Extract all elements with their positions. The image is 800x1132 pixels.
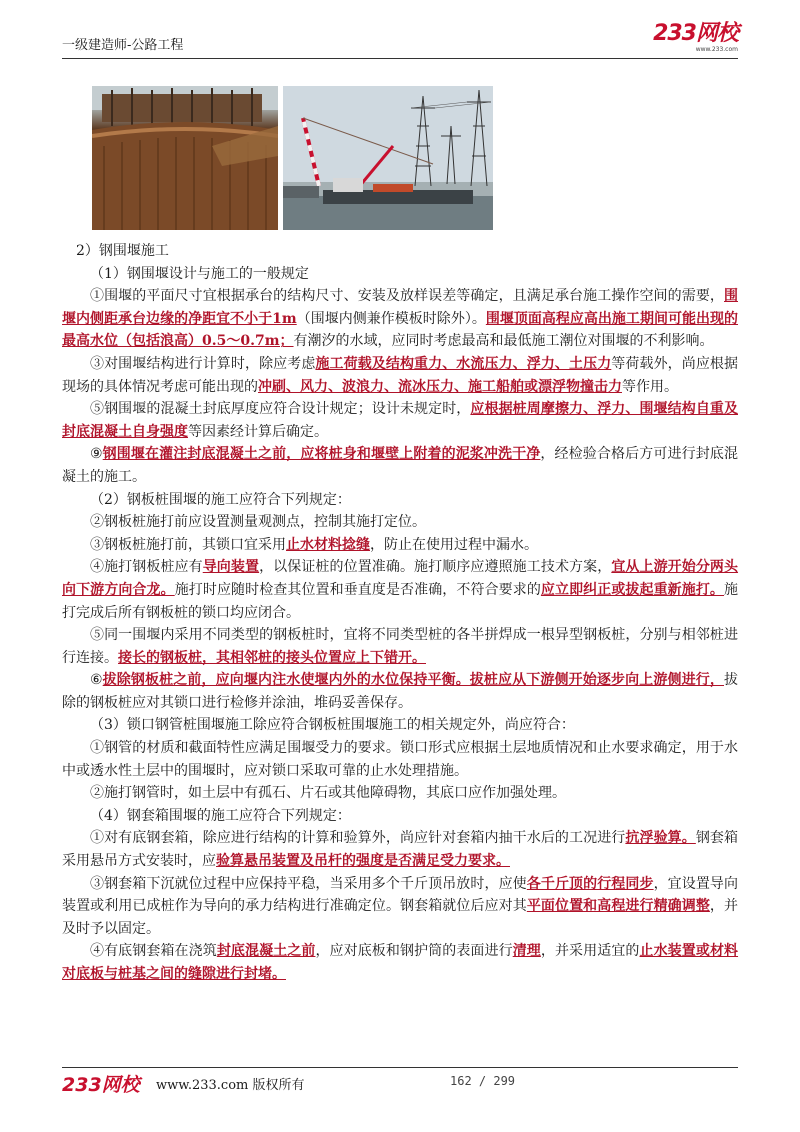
- header-rule: [62, 58, 738, 59]
- text: 有潮汐的水域，应同时考虑最高和最低施工潮位对围堰的不利影响。: [293, 333, 714, 350]
- text: ⑤同一围堰内采用不同类型的钢板桩时，宜将不同类型桩的各半拼焊成一根异型钢板桩，分别与相邻桩进行连接。: [62, 627, 738, 666]
- highlight: 抗浮验算。: [625, 830, 696, 847]
- text: 等荷载外，尚应根据现场的具体情况考虑可能出现的: [62, 355, 739, 395]
- highlight: 各千斤顶的行程同步: [526, 875, 654, 892]
- heading-steel-cofferdam: 2）钢围堰施工: [76, 243, 169, 259]
- footer-logo: 233网校: [62, 1074, 140, 1096]
- text: ①对有底钢套箱，除应进行结构的计算和验算外，尚应针对套箱内抽干水后的工况进行: [90, 830, 626, 847]
- subsection-title: （1）钢围堰设计与施工的一般规定: [90, 265, 309, 282]
- highlight: 围堰顶面高程应高出施工期间可能出现的最高水位（包括浪高）0.5～0.7m；: [62, 310, 739, 350]
- paragraph: [62, 443, 738, 488]
- highlight: 封底混凝土之前: [216, 943, 316, 960]
- highlight: 围堰内侧距承台边缘的净距宜不小于1m: [62, 288, 738, 327]
- paragraph: [62, 353, 738, 398]
- paragraph: [62, 669, 738, 714]
- brand-logo: [653, 22, 738, 53]
- paragraph: [62, 827, 738, 872]
- paragraph: ①钢管的材质和截面特性应满足围堰受力的要求。锁口形式应根据土层地质情况和止水要求确定，用于水中或透水性土层中的围堰时，应对锁口采取可靠的止水处理措施。: [62, 740, 738, 779]
- highlight: 应根据桩周摩擦力、浮力、围堰结构自重及封底混凝土自身强度: [62, 401, 739, 440]
- text: ③钢板桩施打前，其锁口宜采用: [90, 536, 286, 553]
- footer-site: www.233.com 版权所有: [156, 1078, 305, 1093]
- highlight: 施工荷载及结构重力、水流压力、浮力、土压力: [315, 355, 612, 372]
- text: ④施打钢板桩应有: [90, 559, 203, 576]
- text: 等作用。: [622, 378, 678, 395]
- paragraph: ②钢板桩施打前应设置测量观测点，控制其施打定位。: [90, 514, 426, 531]
- highlight: 冲刷、风力、波浪力、流冰压力、施工船舶或漂浮物撞击力: [258, 378, 622, 395]
- crane-barge-photo: [283, 86, 493, 230]
- highlight: 验算悬吊装置及吊杆的强度是否满足受力要求。: [216, 853, 510, 870]
- footer-rule: [62, 1067, 738, 1068]
- highlight: 止水材料捻缝: [286, 536, 370, 553]
- text: ，并及时予以固定。: [62, 898, 739, 937]
- paragraph: [62, 873, 738, 941]
- text: ，以保证桩的位置准确。施打顺序应遵照施工技术方案，: [259, 559, 612, 576]
- highlight: 应立即纠正或拔起重新施打。: [540, 581, 725, 598]
- paragraph: [62, 398, 738, 443]
- paragraph: [62, 624, 738, 669]
- text: ⑨: [90, 446, 103, 463]
- section-heading: [62, 240, 738, 263]
- text: ，宜设置导向装置或利用已成桩作为导向的承力结构进行准确定位。钢套箱就位后应对其: [62, 875, 739, 915]
- logo-text: 233网校: [653, 21, 738, 46]
- paragraph: [62, 556, 738, 624]
- text: ，并采用适宜的: [540, 943, 640, 960]
- highlight: 钢围堰在灌注封底混凝土之前，应将桩身和堰壁上附着的泥浆冲洗干净: [102, 446, 541, 463]
- document-body: [62, 240, 738, 986]
- header-title: 一级建造师-公路工程: [62, 38, 184, 53]
- paragraph: ②施打钢管时，如土层中有孤石、片石或其他障碍物，其底口应作加强处理。: [90, 785, 566, 802]
- text: 等因素经计算后确定。: [188, 423, 328, 440]
- text: ①围堰的平面尺寸宜根据承台的结构尺寸、安装及放样误差等确定，且满足承台施工操作空间的需要，: [90, 288, 724, 305]
- text: ③钢套箱下沉就位过程中应保持平稳，当采用多个千斤顶吊放时，应使: [90, 875, 527, 892]
- text: ，应对底板和钢护筒的表面进行: [315, 943, 513, 960]
- cofferdam-photo: [92, 86, 278, 230]
- highlight: 平面位置和高程进行精确调整: [526, 898, 710, 915]
- logo-url: www.233.com: [695, 46, 738, 53]
- paragraph: [62, 534, 738, 557]
- text: 施打时应随时检查其位置和垂直度是否准确，不符合要求的: [174, 581, 541, 598]
- text: ④有底钢套箱在浇筑: [90, 943, 217, 960]
- highlight: 止水装置或材料对底板与桩基之间的缝隙进行封堵。: [62, 943, 739, 982]
- text: 拔除的钢板桩应对其锁口进行检修并涂油，堆码妥善保存。: [62, 672, 738, 711]
- text: ⑤钢围堰的混凝土封底厚度应符合设计规定；设计未规定时，: [90, 401, 471, 418]
- text: 施打完成后所有钢板桩的锁口均应闭合。: [62, 581, 739, 621]
- highlight: 拔除钢板桩之前，应向堰内注水使堰内外的水位保持平衡。拔桩应从下游侧开始逐步向上游侧进行，: [102, 672, 724, 689]
- text: ，防止在使用过程中漏水。: [370, 536, 538, 553]
- highlight: 宜从上游开始分两头向下游方向合龙。: [62, 559, 739, 598]
- paragraph: [62, 940, 738, 985]
- text: 钢套箱采用悬吊方式安装时，应: [62, 830, 739, 870]
- page-number: 162 / 299: [450, 1074, 516, 1088]
- highlight: 清理: [512, 943, 541, 960]
- subsection-title: （3）锁口钢管桩围堰施工除应符合钢板桩围堰施工的相关规定外，尚应符合：: [90, 717, 575, 734]
- page-footer: [62, 1072, 738, 1094]
- subsection-title: （4）钢套箱围堰的施工应符合下列规定：: [90, 807, 351, 824]
- page-header: [62, 21, 738, 56]
- highlight: 接长的钢板桩，其相邻桩的接头位置应上下错开。: [118, 649, 426, 666]
- highlight: 导向装置: [202, 559, 260, 576]
- text: ，经检验合格后方可进行封底混凝土的施工。: [62, 446, 738, 485]
- text: （围堰内侧兼作模板时除外）。: [296, 310, 486, 327]
- text: ③对围堰结构进行计算时，除应考虑: [90, 355, 316, 372]
- text: ⑥: [90, 672, 103, 689]
- subsection-title: （2）钢板桩围堰的施工应符合下列规定：: [90, 491, 351, 508]
- paragraph: [62, 285, 738, 353]
